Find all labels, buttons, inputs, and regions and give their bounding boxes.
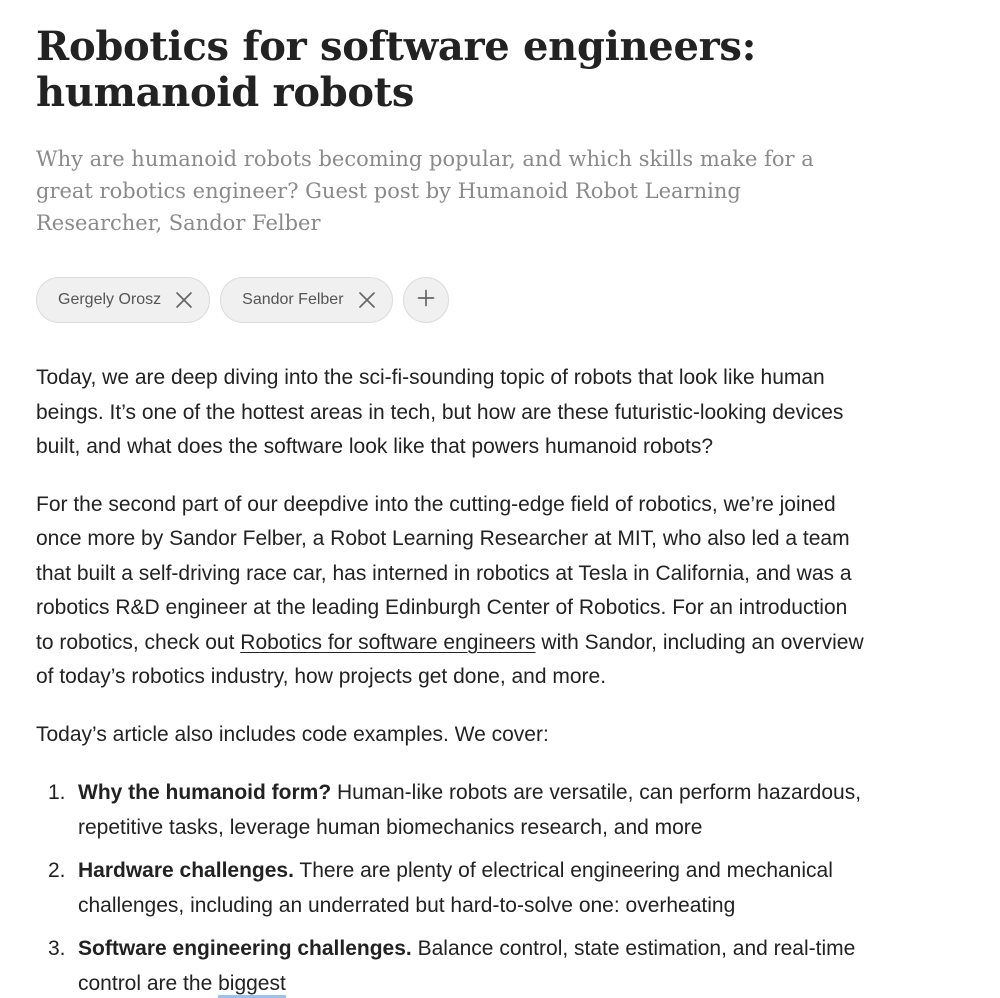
list-item-text: There are plenty of electrical engineering and mechanical challenges, including an underrated but hard-to-solve one: overheating bbox=[78, 859, 833, 917]
list-number: 3. bbox=[48, 937, 66, 960]
list-item-heading: Hardware challenges. bbox=[78, 859, 294, 882]
add-author-button[interactable] bbox=[403, 277, 449, 323]
list-item-text: Balance control, state estimation, and real-time control are the bbox=[78, 937, 856, 995]
paragraph-guest-text-1: For the second part of our deepdive into the cutting-edge field of robotics, we’re joined once more by Sandor Felber, a Robot Learning Researcher at MIT, who also led a team that built a self-driving race car, has interned in robotics at Tesla in California, and was a robotics R&D engineer at the leading Edinburgh Center of Robotics. For an introduction to robotics, check out bbox=[36, 492, 852, 654]
author-chip-sandor-felber[interactable] bbox=[220, 277, 392, 323]
close-icon[interactable] bbox=[358, 291, 376, 309]
paragraph-intro[interactable]: Today, we are deep diving into the sci-fi-sounding topic of robots that look like human beings. It’s one of the hottest areas in tech, but how are these futuristic-looking devices built, and what does the software look like that powers humanoid robots? bbox=[36, 366, 844, 458]
list-item-heading: Software engineering challenges. bbox=[78, 937, 412, 960]
list-item[interactable] bbox=[36, 776, 866, 845]
list-item-text: Human-like robots are versatile, can perform hazardous, repetitive tasks, leverage human biomechanics research, and more bbox=[78, 781, 862, 839]
list-item[interactable] bbox=[36, 932, 866, 998]
list-number: 1. bbox=[48, 781, 66, 804]
plus-icon bbox=[417, 289, 435, 312]
author-chip-gergely-orosz[interactable] bbox=[36, 277, 210, 323]
author-chips bbox=[36, 277, 880, 323]
post-subtitle[interactable]: Why are humanoid robots becoming popular, and which skills make for a great robotics engineer? Guest post by Humanoid Robot Learning Researcher, Sandor Felber bbox=[36, 147, 814, 235]
list-item-heading: Why the humanoid form? bbox=[78, 781, 332, 804]
topics-list bbox=[36, 776, 866, 998]
close-icon[interactable] bbox=[175, 291, 193, 309]
paragraph-guest[interactable] bbox=[36, 488, 866, 695]
spellcheck-flagged-word[interactable]: biggest bbox=[218, 972, 286, 998]
robotics-article-link[interactable]: Robotics for software engineers bbox=[240, 630, 536, 654]
post-title[interactable]: Robotics for software engineers: humanoid robots bbox=[36, 23, 757, 116]
paragraph-cover[interactable]: Today’s article also includes code examples. We cover: bbox=[36, 722, 549, 746]
paragraph-guest-text-2: with Sandor, including an overview of today’s robotics industry, how projects get done, and more. bbox=[36, 630, 864, 688]
author-name: Gergely Orosz bbox=[58, 291, 162, 308]
author-name: Sandor Felber bbox=[242, 291, 344, 308]
list-item[interactable] bbox=[36, 854, 866, 923]
list-number: 2. bbox=[48, 859, 66, 882]
